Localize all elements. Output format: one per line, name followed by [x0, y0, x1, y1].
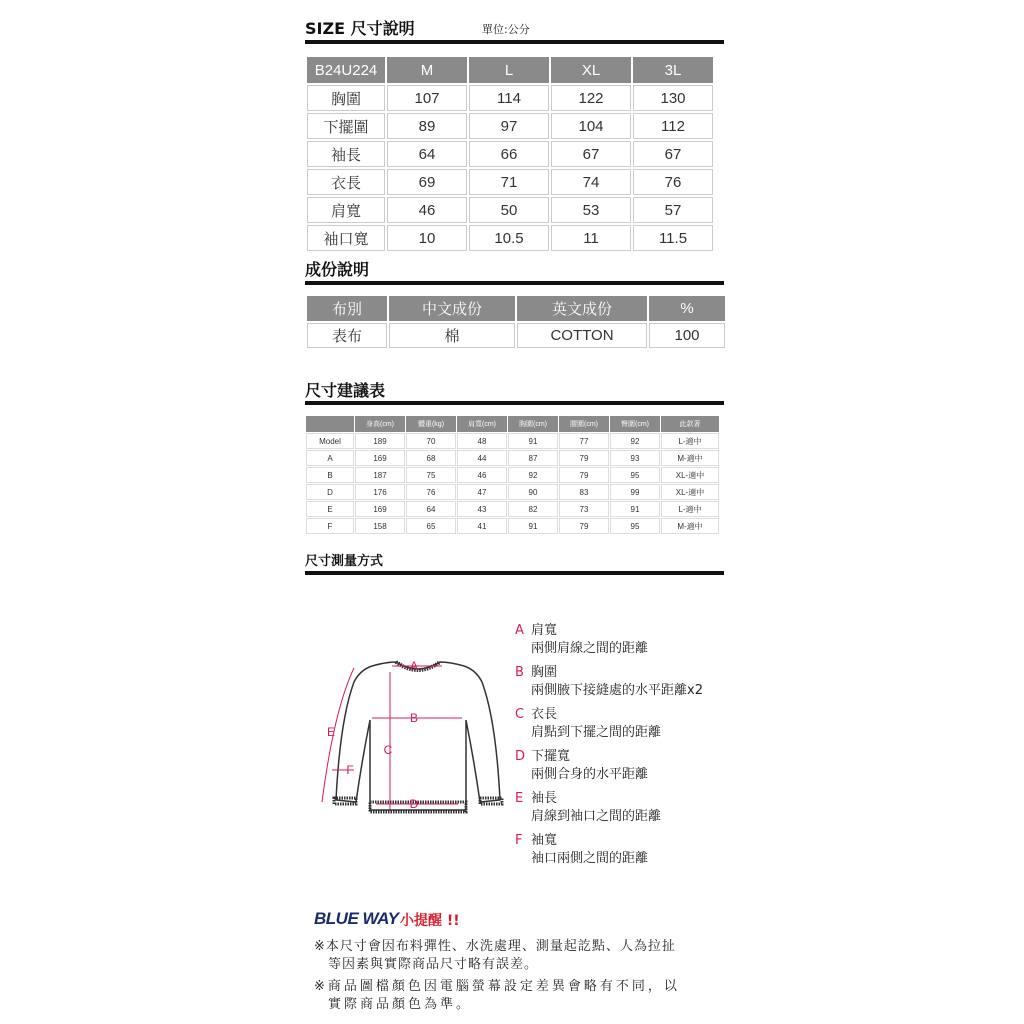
divider	[305, 571, 724, 575]
table-cell: 99	[610, 484, 660, 500]
table-row	[307, 197, 713, 223]
header-cell: 中文成份	[389, 296, 515, 321]
table-row	[306, 433, 719, 449]
suggest-table	[305, 415, 720, 535]
table-cell: 95	[610, 467, 660, 483]
table-cell: 表布	[307, 323, 387, 348]
table-row	[307, 169, 713, 195]
table-cell: 64	[387, 141, 467, 167]
table-cell: 130	[633, 85, 713, 111]
table-cell: 11	[551, 225, 631, 251]
row-label: F	[306, 518, 354, 534]
size-table	[305, 55, 715, 253]
legend-item	[515, 706, 661, 742]
table-row	[307, 85, 713, 111]
table-cell: L-適中	[661, 501, 719, 517]
header-cell: 此款著	[661, 416, 719, 432]
header-cell	[306, 416, 354, 432]
table-cell: 57	[633, 197, 713, 223]
table-cell: 47	[457, 484, 507, 500]
table-cell: 44	[457, 450, 507, 466]
legend-desc: 兩側肩線之間的距離	[531, 641, 649, 656]
table-row	[306, 450, 719, 466]
material-table-header	[307, 296, 725, 321]
row-label: B	[306, 467, 354, 483]
table-cell: 169	[355, 501, 405, 517]
note-line: 等因素與實際商品尺寸略有誤差。	[328, 957, 539, 972]
legend-name: 胸圍	[531, 665, 558, 680]
table-cell: 92	[508, 467, 558, 483]
table-cell: 74	[551, 169, 631, 195]
unit-label: 單位:公分	[482, 23, 530, 36]
table-cell: 77	[559, 433, 609, 449]
table-row	[307, 141, 713, 167]
label-d: D	[409, 797, 419, 811]
row-label: 袖長	[307, 141, 385, 167]
header-cell: 英文成份	[517, 296, 647, 321]
legend-item	[515, 790, 661, 826]
legend-name: 衣長	[531, 707, 558, 722]
header-cell: 胸圍(cm)	[508, 416, 558, 432]
label-a: A	[409, 659, 419, 673]
suggest-title: 尺寸建議表	[305, 381, 386, 400]
row-label: E	[306, 501, 354, 517]
header-cell: 肩寬(cm)	[457, 416, 507, 432]
table-cell: 97	[469, 113, 549, 139]
table-cell: 89	[387, 113, 467, 139]
table-cell: 91	[508, 518, 558, 534]
table-cell: 43	[457, 501, 507, 517]
row-label: A	[306, 450, 354, 466]
table-cell: 176	[355, 484, 405, 500]
header-cell: 布別	[307, 296, 387, 321]
legend-desc: 兩側腋下接縫處的水平距離x2	[531, 683, 703, 698]
legend-letter: F	[515, 833, 523, 848]
table-cell: XL-適中	[661, 467, 719, 483]
table-cell: 46	[387, 197, 467, 223]
table-cell: XL-適中	[661, 484, 719, 500]
table-cell: 114	[469, 85, 549, 111]
header-cell: 臀圍(cm)	[610, 416, 660, 432]
table-cell: M-適中	[661, 518, 719, 534]
table-cell: 158	[355, 518, 405, 534]
table-cell: 79	[559, 450, 609, 466]
label-c: C	[383, 743, 393, 757]
legend-letter: C	[515, 707, 525, 722]
table-cell: 79	[559, 518, 609, 534]
suggest-table-header	[306, 416, 719, 432]
table-cell: 187	[355, 467, 405, 483]
legend-desc: 肩線到袖口之間的距離	[531, 809, 662, 824]
table-cell: 76	[406, 484, 456, 500]
table-cell: 87	[508, 450, 558, 466]
table-cell: 90	[508, 484, 558, 500]
row-label: 下擺圍	[307, 113, 385, 139]
legend-desc: 肩點到下擺之間的距離	[531, 725, 662, 740]
table-cell: 169	[355, 450, 405, 466]
legend-item	[515, 748, 648, 784]
header-cell: 3L	[633, 57, 713, 83]
table-cell: 91	[508, 433, 558, 449]
table-cell: M-適中	[661, 450, 719, 466]
legend-name: 袖長	[531, 791, 558, 806]
legend-name: 下擺寬	[531, 749, 571, 764]
table-cell: 100	[649, 323, 725, 348]
legend-name: 袖寬	[531, 833, 558, 848]
legend-item	[515, 664, 703, 700]
table-cell: 79	[559, 467, 609, 483]
table-cell: 95	[610, 518, 660, 534]
note-line: ※本尺寸會因布料彈性、水洗處理、測量起訖點、人為拉扯	[314, 939, 676, 954]
sweater-outline	[336, 662, 500, 810]
table-row	[307, 113, 713, 139]
row-label: 胸圍	[307, 85, 385, 111]
table-cell: 107	[387, 85, 467, 111]
table-cell: 10.5	[469, 225, 549, 251]
legend-letter: A	[515, 623, 524, 638]
table-cell: 11.5	[633, 225, 713, 251]
legend-desc: 袖口兩側之間的距離	[531, 851, 649, 866]
table-cell: L-適中	[661, 433, 719, 449]
table-cell: 48	[457, 433, 507, 449]
note-line: ※商品圖檔顏色因電腦螢幕設定差異會略有不同，以	[314, 979, 680, 994]
measure-title: 尺寸測量方式	[305, 554, 384, 569]
header-cell: XL	[551, 57, 631, 83]
row-label: Model	[306, 433, 354, 449]
table-cell: 189	[355, 433, 405, 449]
divider	[305, 401, 724, 405]
note-line: 實際商品顏色為準。	[328, 997, 473, 1012]
table-cell: 73	[559, 501, 609, 517]
legend-letter: D	[515, 749, 526, 764]
table-cell: 93	[610, 450, 660, 466]
table-cell: 104	[551, 113, 631, 139]
table-cell: 83	[559, 484, 609, 500]
legend-name: 肩寬	[531, 623, 558, 638]
header-cell: L	[469, 57, 549, 83]
divider	[305, 281, 724, 285]
brand-logo: BLUE WAY	[314, 909, 399, 928]
table-cell: 50	[469, 197, 549, 223]
legend-letter: B	[515, 665, 524, 680]
legend-item	[515, 832, 648, 868]
table-cell: 75	[406, 467, 456, 483]
table-cell: 10	[387, 225, 467, 251]
material-title: 成份說明	[305, 260, 370, 279]
table-cell: 66	[469, 141, 549, 167]
table-cell: COTTON	[517, 323, 647, 348]
table-row	[306, 484, 719, 500]
table-cell: 122	[551, 85, 631, 111]
table-row	[307, 323, 725, 348]
table-cell: 91	[610, 501, 660, 517]
header-cell: 身高(cm)	[355, 416, 405, 432]
label-f: F	[346, 763, 354, 777]
header-cell: M	[387, 57, 467, 83]
size-title: SIZE 尺寸說明	[305, 19, 415, 38]
header-cell: %	[649, 296, 725, 321]
table-cell: 92	[610, 433, 660, 449]
row-label: D	[306, 484, 354, 500]
table-cell: 41	[457, 518, 507, 534]
legend-letter: E	[515, 791, 524, 806]
table-cell: 65	[406, 518, 456, 534]
legend-item	[515, 622, 648, 658]
table-cell: 64	[406, 501, 456, 517]
table-cell: 53	[551, 197, 631, 223]
table-cell: 70	[406, 433, 456, 449]
header-cell: 腰圍(cm)	[559, 416, 609, 432]
header-cell: 體重(kg)	[406, 416, 456, 432]
table-cell: 112	[633, 113, 713, 139]
table-cell: 76	[633, 169, 713, 195]
table-row	[306, 467, 719, 483]
header-cell: B24U224	[307, 57, 385, 83]
material-table	[305, 294, 727, 350]
sweater-diagram	[310, 650, 510, 830]
table-row	[306, 518, 719, 534]
divider	[305, 40, 724, 44]
table-cell: 82	[508, 501, 558, 517]
table-cell: 67	[551, 141, 631, 167]
row-label: 袖口寬	[307, 225, 385, 251]
table-row	[306, 501, 719, 517]
label-b: B	[409, 711, 419, 725]
label-e: E	[326, 725, 336, 739]
row-label: 肩寬	[307, 197, 385, 223]
table-cell: 67	[633, 141, 713, 167]
table-cell: 71	[469, 169, 549, 195]
table-cell: 棉	[389, 323, 515, 348]
row-label: 衣長	[307, 169, 385, 195]
table-cell: 68	[406, 450, 456, 466]
table-row	[307, 225, 713, 251]
reminder-title: 小提醒 !!	[400, 913, 460, 929]
table-cell: 46	[457, 467, 507, 483]
size-table-header	[307, 57, 713, 83]
legend-desc: 兩側合身的水平距離	[531, 767, 649, 782]
table-cell: 69	[387, 169, 467, 195]
